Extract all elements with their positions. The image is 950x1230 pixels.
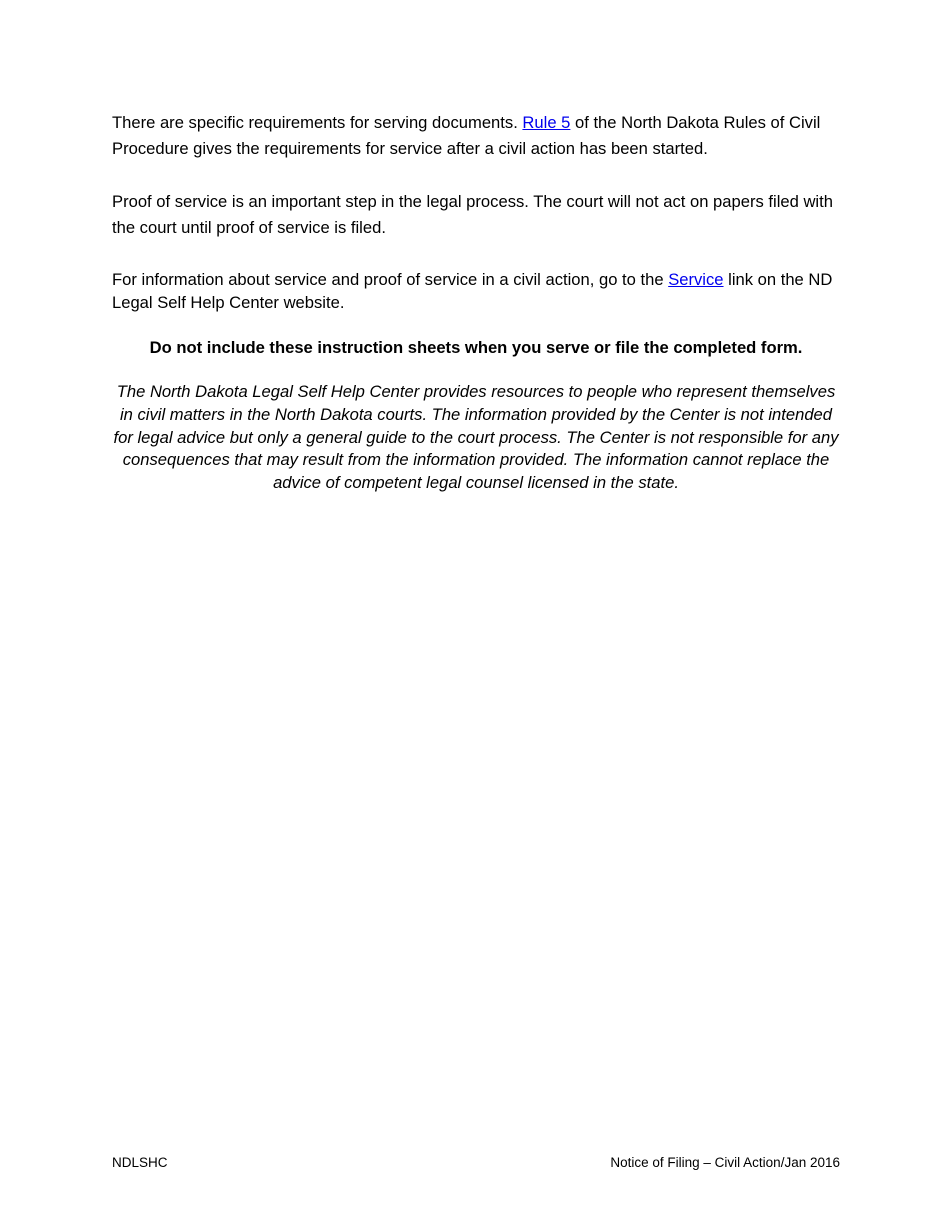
paragraph1-text-before: There are specific requirements for serving documents. — [112, 113, 523, 132]
rule-5-link[interactable]: Rule 5 — [522, 113, 571, 132]
footer-form-title: Notice of Filing – Civil Action/Jan 2016 — [610, 1155, 840, 1170]
paragraph3-text-before: For information about service and proof of service in a civil action, go to the — [112, 270, 669, 289]
legal-disclaimer: The North Dakota Legal Self Help Center provides resources to people who represent themselves in civil matters in the North Dakota courts. The information provided by the Center is not intended for legal advice but only a general guide to the court process. The Center is not responsible for any consequences that may result from the information provided. The information cannot replace the advice of competent legal counsel licensed in the state. — [113, 382, 839, 493]
paragraph3-text-after: link on the ND Legal Self Help Center website. — [112, 270, 833, 312]
footer-org-code: NDLSHC — [112, 1155, 168, 1170]
service-info-paragraph — [112, 268, 840, 314]
instruction-sheet-notice: Do not include these instruction sheets when you serve or file the completed form. — [149, 338, 803, 357]
paragraph1-text-after: of the North Dakota Rules of Civil Procedure gives the requirements for service after a civil action has been started. — [112, 113, 821, 158]
proof-of-service-paragraph: Proof of service is an important step in the legal process. The court will not act on papers filed with the court until proof of service is filed. — [112, 192, 833, 237]
document-body — [112, 110, 840, 495]
service-requirements-paragraph — [112, 110, 840, 162]
service-link[interactable]: Service — [668, 270, 724, 289]
